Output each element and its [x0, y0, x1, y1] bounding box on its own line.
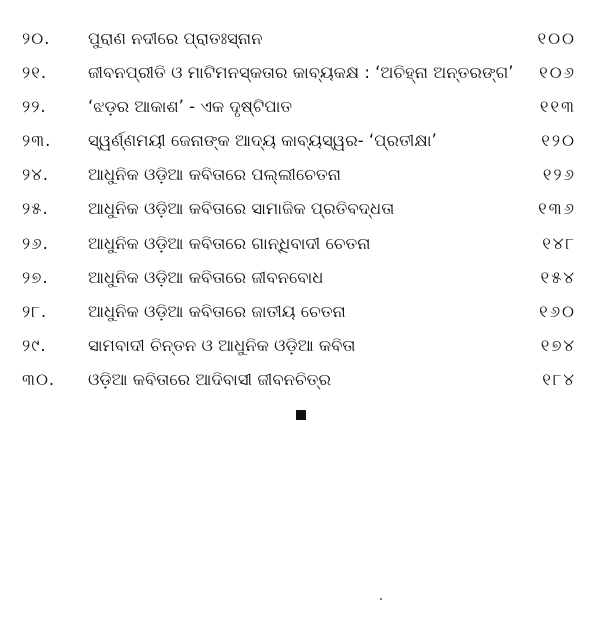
entry-page-number: ୧୬୦ — [539, 301, 576, 321]
entry-title: ଜୀବନପ୍ରୀତି ଓ ମାଟିମନସ୍କତାର କାବ୍ୟକକ୍ଷ : ‘ଅଚିହ୍ନା ଅନ୍ତରଙ୍ଗ’ — [88, 63, 514, 83]
toc-entry — [22, 22, 578, 56]
entry-title: ଆଧୁନିକ ଓଡ଼ିଆ କବିତାରେ ଜୀବନବୋଧ — [88, 267, 324, 287]
toc-entry — [22, 295, 578, 329]
entry-number: ୨୬. — [22, 233, 49, 253]
entry-number: ୨୭. — [22, 267, 49, 287]
entry-number: ୨୦. — [22, 29, 51, 48]
entry-title: ସାମବାଦୀ ଚିନ୍ତନ ଓ ଆଧୁନିକ ଓଡ଼ିଆ କବିତା — [88, 335, 356, 355]
entry-number: ୨୯. — [22, 335, 47, 355]
entry-title: ଆଧୁନିକ ଓଡ଼ିଆ କବିତାରେ ଜାତୀୟ ଚେତନା — [88, 301, 346, 321]
entry-page-number: ୧୦୦ — [537, 29, 576, 48]
table-of-contents — [22, 22, 578, 397]
entry-number: ୨୪. — [22, 165, 50, 185]
end-of-section-square-icon — [296, 410, 306, 420]
scan-speck — [380, 598, 382, 600]
entry-page-number: ୧୫୪ — [540, 267, 576, 287]
entry-page-number: ୧୨୬ — [542, 165, 576, 185]
entry-page-number: ୧୨୦ — [541, 131, 576, 151]
toc-entry — [22, 158, 578, 192]
entry-page-number: ୧୪୮ — [542, 233, 576, 253]
entry-title: ସ୍ୱର୍ଣ୍ଣମୟୀ ଜେନାଙ୍କ ଆଦ୍ୟ କାବ୍ୟସ୍ୱର- ‘ପ୍ରତୀକ୍ଷା’ — [88, 131, 437, 151]
entry-title: ଆଧୁନିକ ଓଡ଼ିଆ କବିତାରେ ପଲ୍ଲୀଚେତନା — [88, 165, 342, 185]
entry-title: ଆଧୁନିକ ଓଡ଼ିଆ କବିତାରେ ସାମାଜିକ ପ୍ରତିବଦ୍ଧତା — [88, 199, 395, 219]
toc-entry — [22, 329, 578, 363]
entry-number: ୨୧. — [22, 63, 48, 83]
toc-entry — [22, 56, 578, 90]
entry-page-number: ୧୮୪ — [542, 369, 576, 389]
entry-number: ୨୮. — [22, 301, 48, 321]
toc-entry — [22, 124, 578, 158]
toc-entry — [22, 90, 578, 124]
entry-page-number: ୧୩୬ — [538, 199, 576, 219]
toc-entry — [22, 192, 578, 226]
entry-title: ପୁରାଣ ନଦୀରେ ପ୍ରାତଃସ୍ନାନ — [88, 29, 263, 48]
entry-number: ୨୫. — [22, 199, 49, 219]
entry-number: ୨୨. — [22, 97, 47, 117]
toc-entry — [22, 363, 578, 397]
entry-title: ଓଡ଼ିଆ କବିତାରେ ଆଦିବାସୀ ଜୀବନଚିତ୍ର — [88, 369, 331, 389]
entry-title: ‘ଝଡ଼ର ଆକାଶ’ - ଏକ ଦୃଷ୍ଟିପାତ — [88, 97, 293, 117]
entry-number: ୩୦. — [22, 369, 56, 389]
entry-page-number: ୧୦୬ — [539, 63, 576, 83]
toc-entry — [22, 261, 578, 295]
toc-entry — [22, 227, 578, 261]
entry-number: ୨୩. — [22, 131, 52, 151]
entry-page-number: ୧୭୪ — [540, 335, 576, 355]
entry-title: ଆଧୁନିକ ଓଡ଼ିଆ କବିତାରେ ଗାନ୍ଧିବାଦୀ ଚେତନା — [88, 233, 371, 253]
entry-page-number: ୧୧୩ — [539, 97, 576, 117]
